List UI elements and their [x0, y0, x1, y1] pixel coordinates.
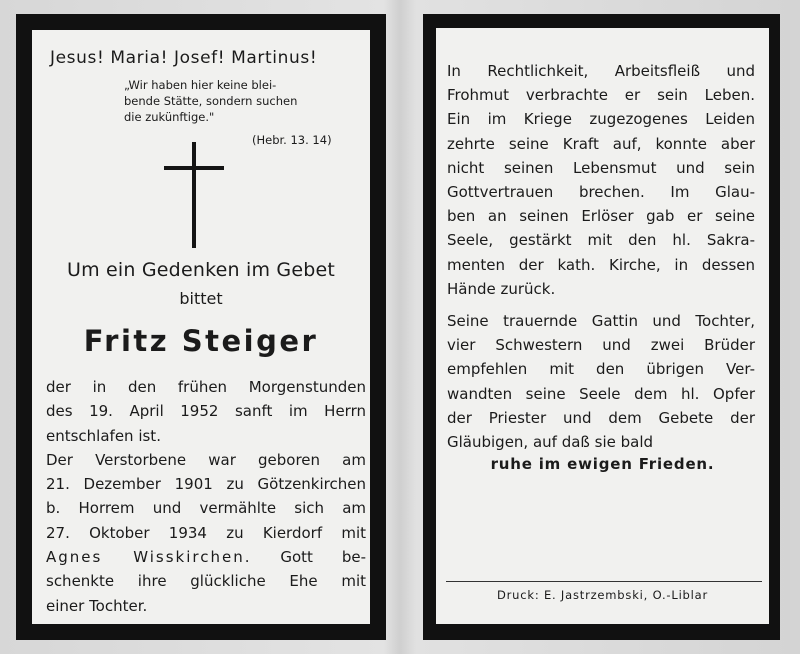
bio-line: Der Verstorbene war geboren am — [46, 450, 366, 469]
left-page-black-border — [16, 14, 386, 640]
bio-line: einer Tochter. — [46, 596, 148, 615]
deceased-name: Fritz Steiger — [83, 324, 319, 358]
family-line: Gläubigen, auf daß sie bald — [447, 433, 654, 452]
family-line: vier Schwestern und zwei Brüder — [447, 336, 755, 355]
bittet-text: bittet — [179, 289, 223, 308]
family-line: wandten seine Seele dem hl. Opfer — [447, 384, 755, 403]
eulogy-line: ben an seinen Erlöser gab er seine — [447, 207, 755, 226]
left-page — [32, 30, 370, 624]
family-line: Seine trauernde Gattin und Tochter, — [447, 312, 755, 331]
cross-icon — [164, 142, 224, 248]
quote-line: die zukünftige." — [124, 110, 215, 124]
eulogy-line: In Rechtlichkeit, Arbeitsfleiß und — [447, 62, 755, 80]
prayer-request: Um ein Gedenken im Gebet — [66, 259, 336, 281]
bio-line: 21. Dezember 1901 zu Götzenkirchen — [46, 475, 366, 494]
eulogy-line: Gottvertrauen brechen. Im Glau- — [447, 183, 755, 202]
bible-reference: (Hebr. 13. 14) — [252, 133, 332, 147]
bio-line: des 19. April 1952 sanft im Herrn — [46, 402, 366, 421]
printer-credit: Druck: E. Jastrzembski, O.-Liblar — [496, 588, 709, 602]
eulogy-line: Seele, gestärkt mit den hl. Sakra- — [447, 231, 755, 250]
spouse-name: Agnes Wisskirchen. — [46, 548, 252, 567]
bio-line: 27. Oktober 1934 zu Kierdorf mit — [46, 523, 366, 542]
bio-line: b. Horrem und vermählte sich am — [46, 499, 366, 518]
quote-line: „Wir haben hier keine blei- — [124, 78, 277, 92]
invocation: Jesus! Maria! Josef! Martinus! — [50, 48, 318, 68]
closing-blessing: ruhe im ewigen Frieden. — [490, 455, 715, 473]
eulogy-line: Ein im Kriege zugezogenes Leiden — [447, 110, 755, 129]
right-page-black-border — [423, 14, 780, 640]
eulogy-line: zehrte seine Kraft auf, konnte aber — [447, 134, 755, 153]
bio-line: entschlafen ist. — [46, 426, 161, 445]
bio-line-spouse: Agnes Wisskirchen. Gott be- — [46, 548, 366, 567]
divider — [446, 581, 762, 582]
quote-line: bende Stätte, sondern suchen — [124, 94, 298, 108]
eulogy-line: menten der kath. Kirche, in dessen — [447, 255, 755, 274]
family-line: empfehlen mit den übrigen Ver- — [447, 360, 755, 379]
biography — [46, 375, 366, 618]
bio-line: schenkte ihre glückliche Ehe mit — [46, 572, 366, 591]
eulogy-line: Hände zurück. — [447, 279, 556, 298]
eulogy-line: Frohmut verbrachte er sein Leben. — [447, 86, 755, 105]
eulogy-text — [447, 59, 755, 454]
bio-line: der in den frühen Morgenstunden — [46, 378, 366, 396]
eulogy-line: nicht seinen Lebensmut und sein — [447, 158, 755, 177]
right-page — [436, 28, 769, 624]
family-line: der Priester und dem Gebete der — [447, 408, 755, 427]
bible-quote — [124, 77, 364, 125]
